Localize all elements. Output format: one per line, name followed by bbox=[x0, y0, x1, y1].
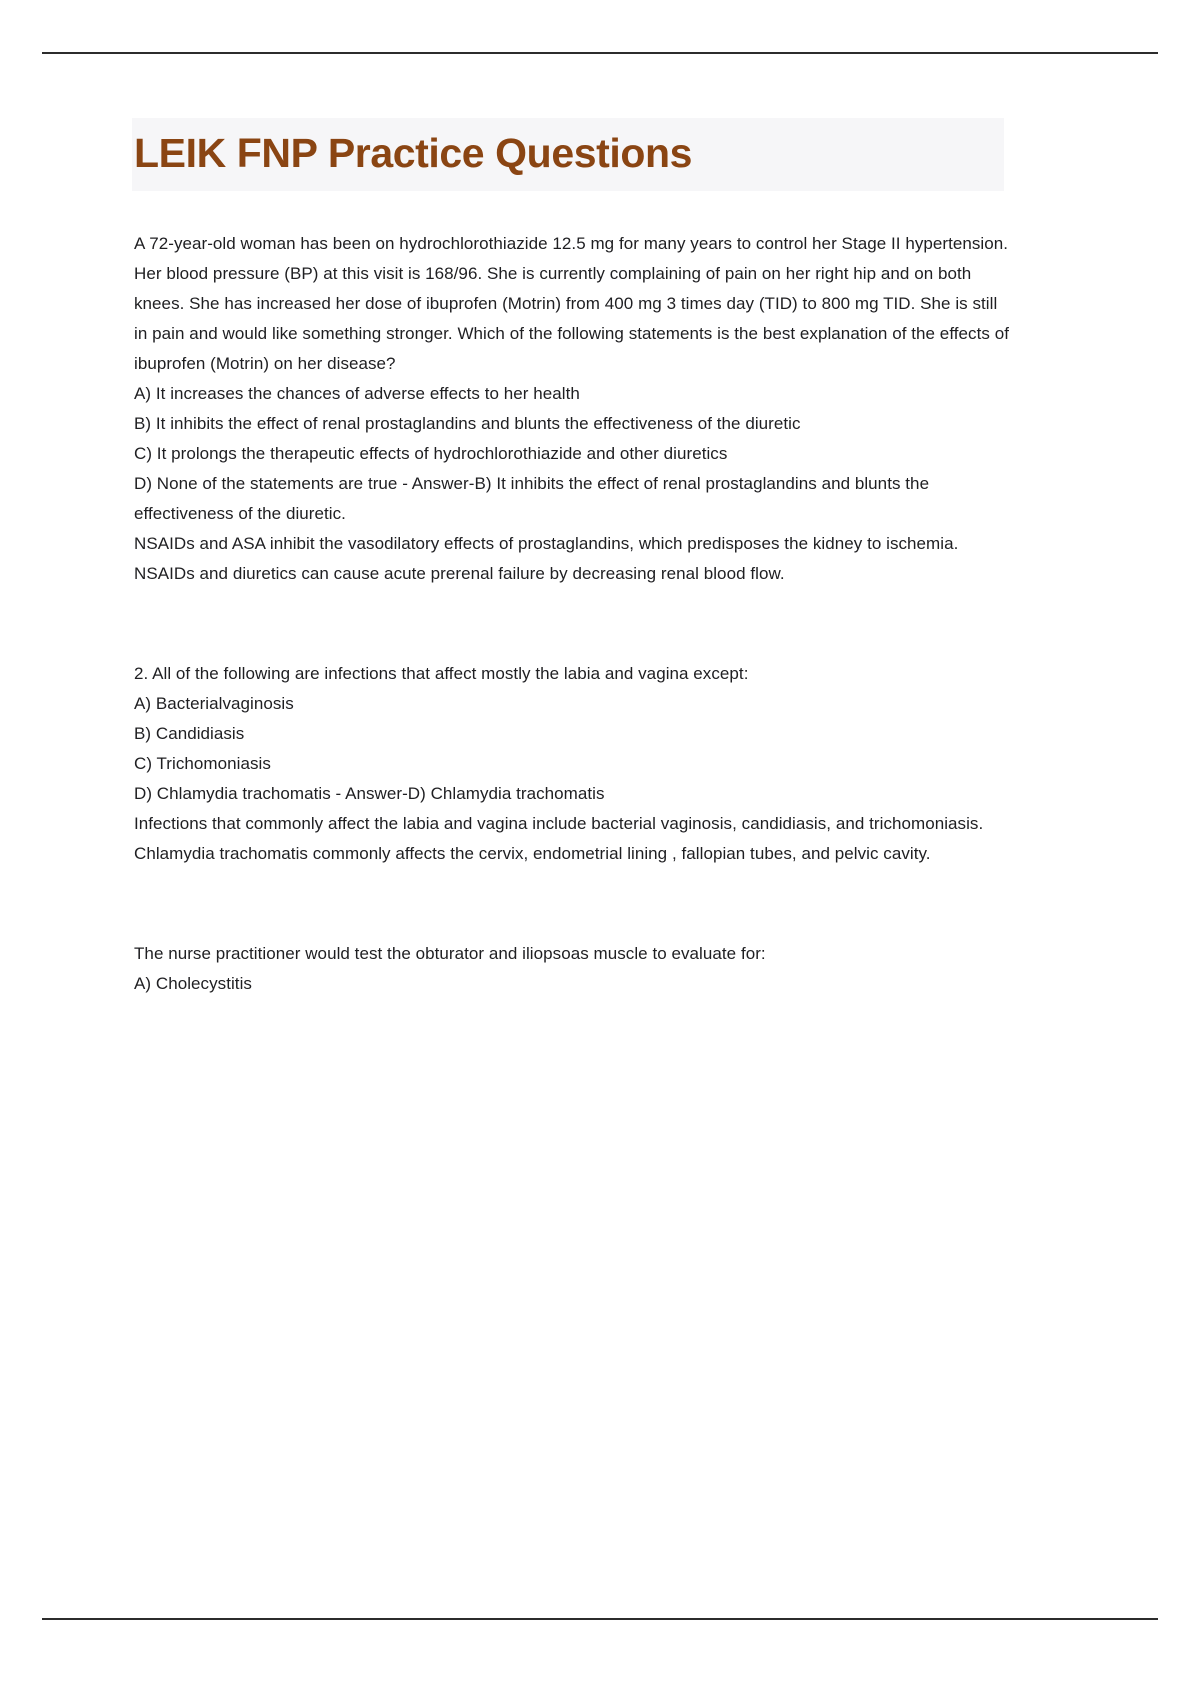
question-2-option-a[interactable]: A) Bacterialvaginosis bbox=[134, 694, 294, 714]
question-1-option-a[interactable]: A) It increases the chances of adverse effects to her health bbox=[134, 384, 580, 404]
question-1-option-b[interactable]: B) It inhibits the effect of renal prostaglandins and blunts the effectiveness of the diuretic bbox=[134, 414, 801, 434]
question-1-explanation: NSAIDs and ASA inhibit the vasodilatory effects of prostaglandins, which predisposes the kidney to ischemia. NSAIDs and diuretics can cause acute prerenal failure by decreasing renal blood flow. bbox=[134, 534, 959, 584]
page-bottom-rule bbox=[42, 1618, 1158, 1620]
question-3-block bbox=[134, 939, 1014, 999]
page-top-rule bbox=[42, 52, 1158, 54]
question-1-option-d-answer[interactable]: D) None of the statements are true - Answer-B) It inhibits the effect of renal prostaglandins and blunts the effectiveness of the diuretic. bbox=[134, 474, 930, 524]
question-1-block bbox=[134, 229, 1014, 589]
question-1-option-c[interactable]: C) It prolongs the therapeutic effects of hydrochlorothiazide and other diuretics bbox=[134, 444, 728, 464]
document-content bbox=[134, 118, 1014, 999]
question-3-option-a[interactable]: A) Cholecystitis bbox=[134, 974, 252, 994]
question-1-options bbox=[134, 379, 1014, 529]
question-2-block bbox=[134, 659, 1014, 869]
question-2-options bbox=[134, 689, 1014, 809]
question-1-stem: A 72-year-old woman has been on hydrochlorothiazide 12.5 mg for many years to control her Stage II hypertension. Her blood pressure (BP) at this visit is 168/96. She is currently complaining of pain on her right hip and on both knees. She has increased her dose of ibuprofen (Motrin) from 400 mg 3 times day (TID) to 800 mg TID. She is still in pain and would like something stronger. Which of the following statements is the best explanation of the effects of ibuprofen (Motrin) on her disease? bbox=[134, 234, 1009, 374]
question-2-option-b[interactable]: B) Candidiasis bbox=[134, 724, 245, 744]
question-2-option-c[interactable]: C) Trichomoniasis bbox=[134, 754, 271, 774]
page-title: LEIK FNP Practice Questions bbox=[134, 130, 693, 176]
question-3-stem: The nurse practitioner would test the obturator and iliopsoas muscle to evaluate for: bbox=[134, 944, 766, 964]
question-2-stem: 2. All of the following are infections that affect mostly the labia and vagina except: bbox=[134, 664, 749, 684]
title-band bbox=[132, 118, 1004, 191]
question-2-explanation: Infections that commonly affect the labia and vagina include bacterial vaginosis, candidiasis, and trichomoniasis. Chlamydia trachomatis commonly affects the cervix, endometrial lining , fallopian tubes, and pelvic cavity. bbox=[134, 814, 984, 864]
question-2-option-d-answer[interactable]: D) Chlamydia trachomatis - Answer-D) Chlamydia trachomatis bbox=[134, 784, 605, 804]
question-3-options bbox=[134, 969, 1014, 999]
